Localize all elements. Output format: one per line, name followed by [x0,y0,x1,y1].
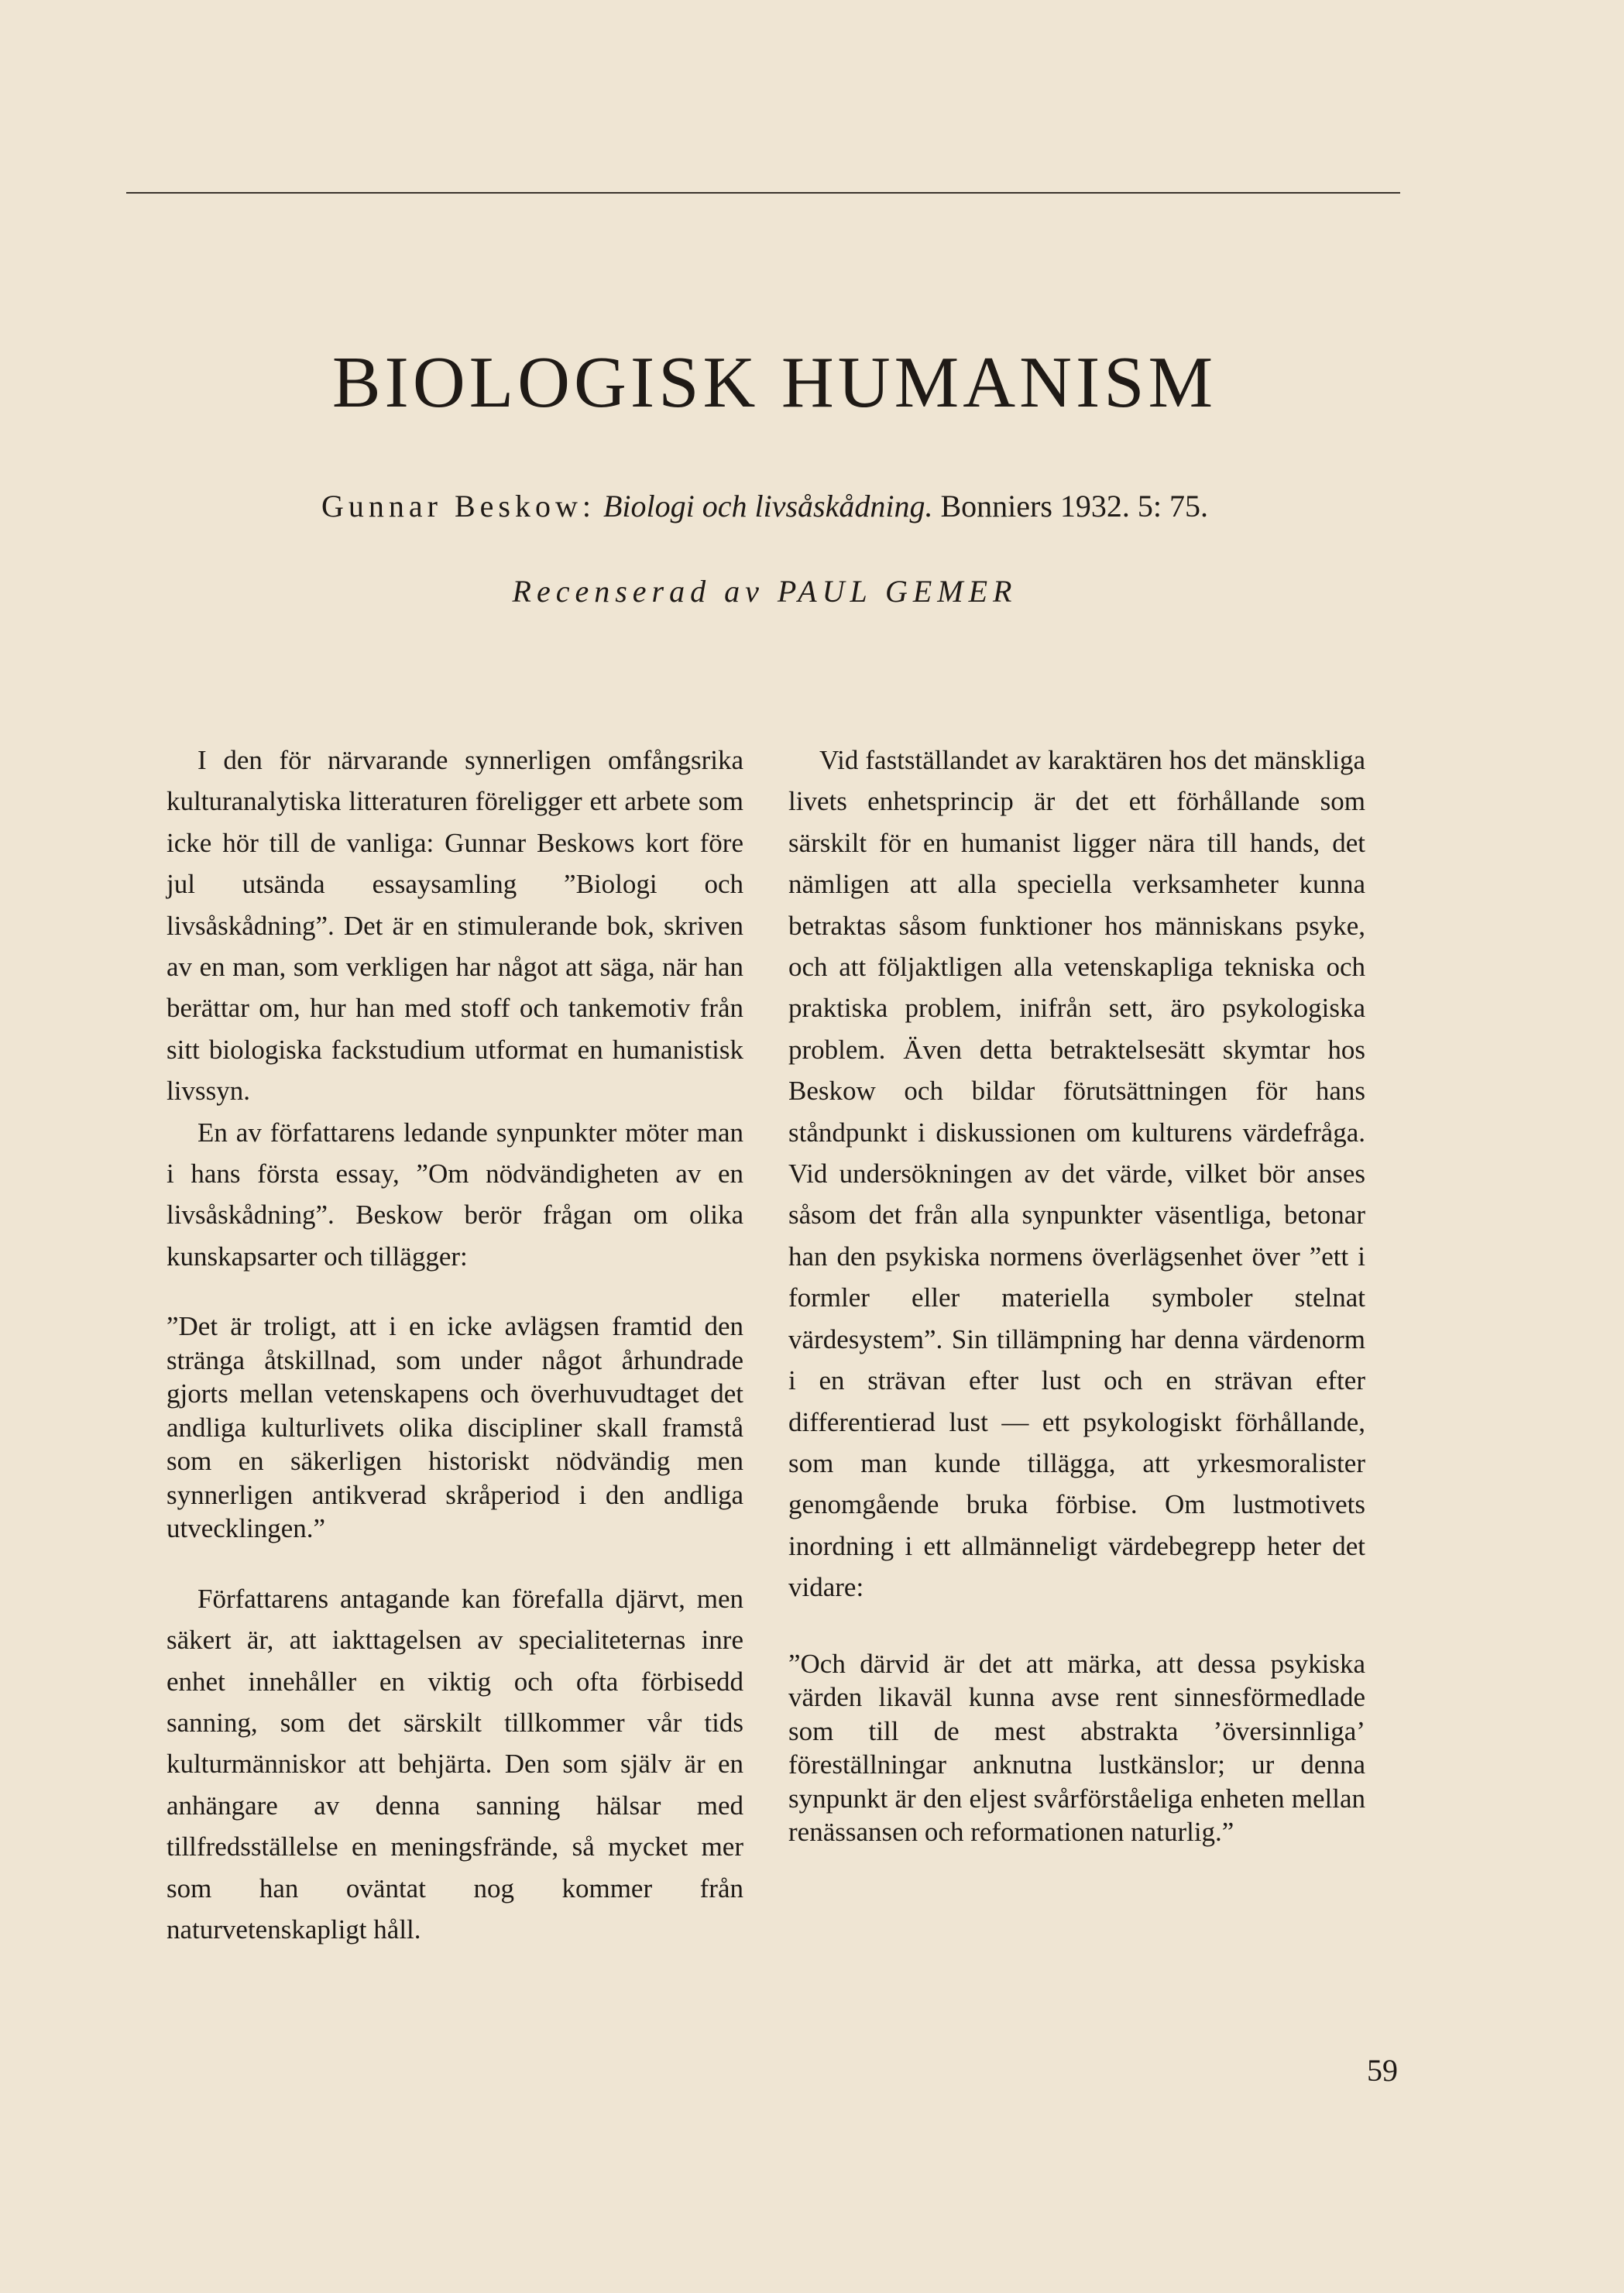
right-paragraph-1: Vid fastställandet av karaktären hos det mänskliga livets enhetsprincip är det ett förhållande som särskilt för en humanist ligger nära till hands, det nämligen att alla speciella verksamheter kunna betraktas såsom funktioner hos människans psyke, och att följaktligen alla vetenskapliga tekniska och praktiska problem, inifrån sett, äro psykologiska problem. Även detta betraktelsesätt skymtar hos Beskow och bildar förutsättningen för hans ståndpunkt i diskussionen om kulturens värdefråga. Vid undersökningen av det värde, vilket bör anses såsom det från alla synpunkter väsentliga, betonar han den psykiska normens överlägsenhet över ”ett i formler eller materiella symboler stelnat värdesystem”. Sin tillämpning har denna värdenorm i en strävan efter lust och en strävan efter differentierad lust — ett psykologiskt förhållande, som man kunde tillägga, att yrkesmoralister genomgående bruka förbise. Om lustmotivets inordning i ett allmänneligt värdebegrepp heter det vidare: [788,745,1365,1603]
article-title: BIOLOGISK HUMANISM [331,342,1217,423]
left-block-quote: ”Det är troligt, att i en icke avlägsen framtid den stränga åtskillnad, som under något århundrade gjorts mellan vetenskapens och överhuvudtaget det andliga kulturlivets olika discipliner skall framstå som en säkerligen historiskt nödvändig men synnerligen antikverad skråperiod i den andliga utvecklingen.” [167,1311,743,1544]
book-title: Biologi och livsåskådning. [603,489,933,523]
left-paragraph-2: En av författarens ledande synpunkter möter man i hans första essay, ”Om nödvändigheten av en livsåskådning”. Beskow berör frågan om olika kunskapsarter och tillägger: [167,1117,743,1272]
page-number: 59 [1367,2053,1398,2088]
book-author: Gunnar Beskow: [321,489,596,523]
header-rule [126,192,1400,194]
reviewer-line: Recenserad av PAUL GEMER [512,574,1018,609]
book-publisher: Bonniers 1932. 5: 75. [932,489,1209,523]
left-column [167,740,743,1950]
left-paragraph-1: I den för närvarande synnerligen omfångsrika kulturanalytiska litteraturen föreligger ett arbete som icke hör till de vanliga: Gunnar Beskows kort före jul utsända essaysamling ”Biologi och livsåskådning”. Det är en stimulerande bok, skriven av en man, som verkligen har något att säga, när han berättar om, hur han med stoff och tankemotiv från sitt biologiska fackstudium utformat en humanistisk livssyn. [167,745,743,1107]
right-column [788,740,1365,1849]
right-block-quote: ”Och därvid är det att märka, att dessa psykiska värden likaväl kunna avse rent sinnesförmedlade som till de mest abstrakta ’översinnliga’ föreställningar anknutna lustkänslor; ur denna synpunkt är den eljest svårförståeliga enheten mellan renässansen och reformationen naturlig.” [788,1648,1365,1848]
left-paragraph-3: Författarens antagande kan förefalla djärvt, men säkert är, att iakttagelsen av specialiteternas inre enhet innehåller en viktig och ofta förbisedd sanning, som det särskilt tillkommer vår tids kulturmänniskor att behjärta. Den som själv är en anhängare av denna sanning hälsar med tillfredsställelse en meningsfrände, så mycket mer som han oväntat nog kommer från naturvetenskapligt håll. [167,1583,743,1945]
bibliographic-line [0,488,1530,524]
